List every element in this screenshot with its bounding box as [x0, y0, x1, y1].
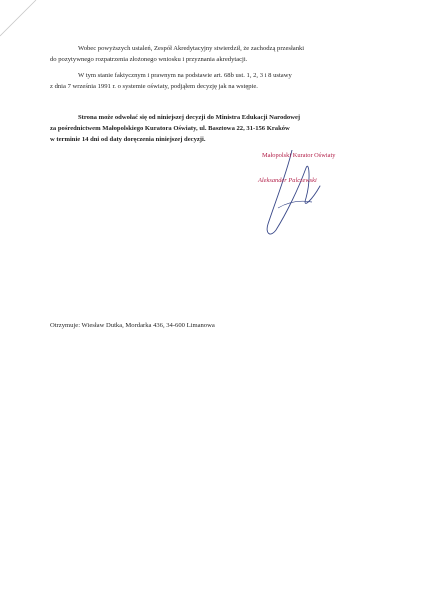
text-line: Strona może odwołać się od niniejszej decyzji do Ministra Edukacji Narodowej — [78, 114, 301, 121]
text-line: w terminie 14 dni od daty doręczenia niniejszej decyzji. — [50, 136, 206, 143]
text-line: Wobec powyższych ustaleń, Zespół Akredytacyjny stwierdził, że zachodzą przesłanki — [78, 45, 305, 52]
appeal-notice — [50, 112, 374, 145]
stamp-name: Aleksander Palczewski — [258, 177, 317, 184]
paragraph-findings — [50, 43, 374, 65]
recipient-line: Otrzymuje: Wiesław Dutka, Mordarka 436, 34-600 Limanowa — [50, 322, 215, 329]
text-line: za pośrednictwem Małopolskiego Kuratora Oświaty, ul. Basztowa 22, 31-156 Kraków — [50, 125, 290, 132]
text-line: do pozytywnego rozpatrzenia złożonego wniosku i przyznania akredytacji. — [50, 56, 248, 63]
stamp-title: Małopolski Kurator Oświaty — [262, 152, 336, 159]
handwritten-signature — [240, 150, 380, 240]
text-line: W tym stanie faktycznym i prawnym na podstawie art. 68b ust. 1, 2, 3 i 8 ustawy — [78, 72, 292, 79]
signature-block — [240, 150, 380, 240]
paragraph-legal-basis — [50, 70, 374, 92]
text-line: z dnia 7 września 1991 r. o systemie oświaty, podjąłem decyzję jak na wstępie. — [50, 83, 258, 90]
scan-corner-mark — [0, 0, 40, 40]
